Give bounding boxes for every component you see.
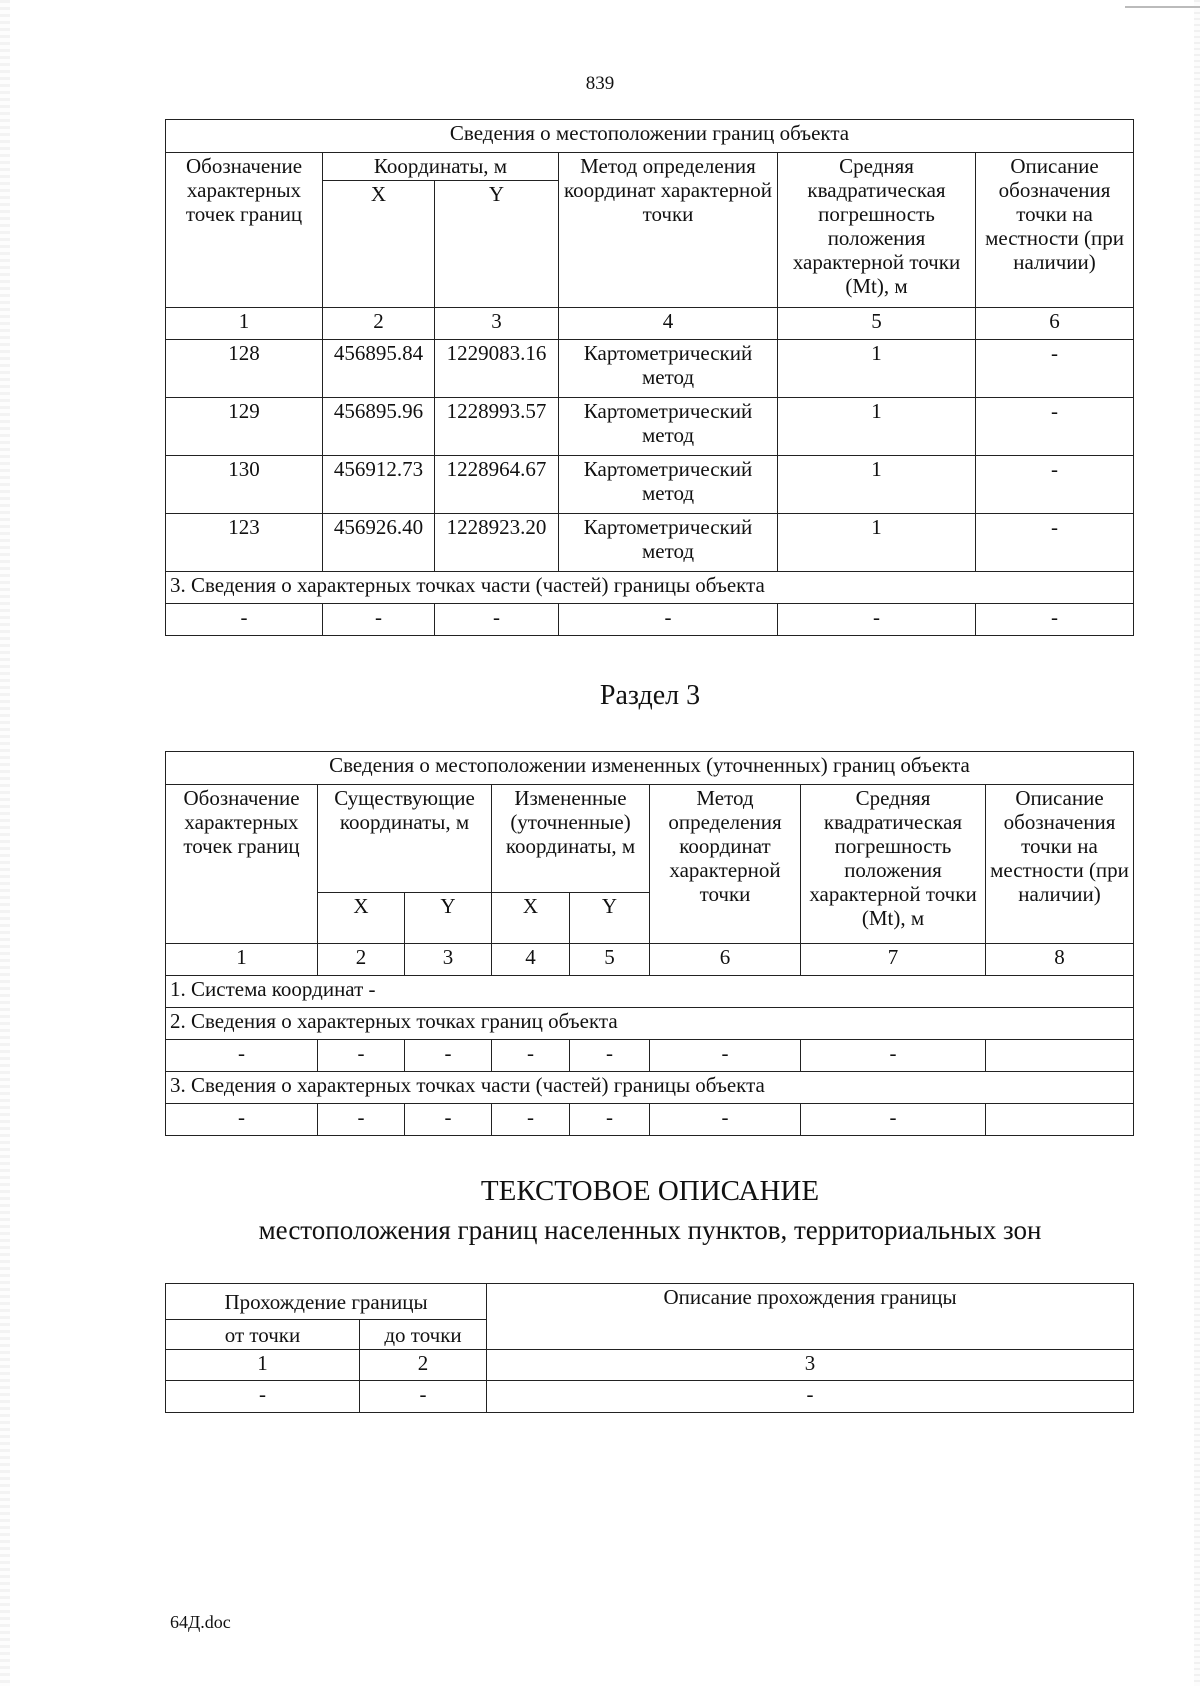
changed-boundaries-table (165, 751, 1134, 1136)
cell-empty (986, 1104, 1134, 1136)
header-y: Y (435, 181, 559, 308)
header-point: Обозначение характерных точек границ (166, 153, 323, 308)
column-number: 3 (487, 1350, 1134, 1381)
header-changed-coords: Измененные (уточненные) координаты, м (492, 785, 650, 893)
column-number: 4 (559, 308, 778, 340)
column-number: 2 (360, 1350, 487, 1381)
cell-point: 123 (166, 514, 323, 572)
parts-heading: 3. Сведения о характерных точках части (частей) границы объекта (166, 1072, 1134, 1104)
table-row (166, 1381, 1134, 1413)
header-method: Метод определения координат характерной точки (559, 153, 778, 308)
parts-heading: 3. Сведения о характерных точках части (частей) границы объекта (166, 572, 1134, 604)
cell-dash: - (166, 1381, 360, 1413)
column-number: 6 (976, 308, 1134, 340)
scan-top-line (1125, 6, 1200, 8)
footer-file-name: 64Д.doc (170, 1612, 231, 1632)
cell-dash: - (778, 604, 976, 636)
cell-description: - (976, 514, 1134, 572)
header-x: X (492, 893, 570, 944)
scan-left-edge (0, 0, 10, 1686)
column-number: 1 (166, 944, 318, 976)
cell-y: 1228993.57 (435, 398, 559, 456)
header-passage: Прохождение границы (166, 1284, 487, 1320)
cell-x: 456912.73 (323, 456, 435, 514)
column-number: 6 (650, 944, 801, 976)
cell-dash: - (976, 604, 1134, 636)
cell-dash: - (492, 1104, 570, 1136)
cell-description: - (976, 456, 1134, 514)
cell-dash: - (435, 604, 559, 636)
table-row (166, 1040, 1134, 1072)
table-row (166, 456, 1134, 514)
header-error: Средняя квадратическая погрешность положения характерной точки (Mt), м (778, 153, 976, 308)
cell-dash: - (318, 1104, 405, 1136)
cell-dash: - (318, 1040, 405, 1072)
cell-empty (986, 1040, 1134, 1072)
cell-x: 456895.96 (323, 398, 435, 456)
scan-right-edge (1194, 0, 1200, 1686)
cell-error: 1 (778, 340, 976, 398)
table-row (166, 604, 1134, 636)
cell-dash: - (650, 1040, 801, 1072)
table-row (166, 514, 1134, 572)
header-description: Описание обозначения точки на местности (при наличии) (976, 153, 1134, 308)
header-passage-description: Описание прохождения границы (487, 1284, 1134, 1350)
section-title: Раздел 3 (599, 680, 701, 711)
cell-x: 456895.84 (323, 340, 435, 398)
cell-x: 456926.40 (323, 514, 435, 572)
column-number: 5 (778, 308, 976, 340)
cell-y: 1228964.67 (435, 456, 559, 514)
table-row (166, 1104, 1134, 1136)
cell-method: Картометрический метод (559, 456, 778, 514)
cell-dash: - (166, 604, 323, 636)
header-x: X (323, 181, 435, 308)
header-error: Средняя квадратическая погрешность положения характерной точки (Mt), м (801, 785, 986, 944)
cell-dash: - (405, 1104, 492, 1136)
cell-method: Картометрический метод (559, 398, 778, 456)
header-point: Обозначение характерных точек границ (166, 785, 318, 944)
column-number: 1 (166, 1350, 360, 1381)
cell-dash: - (166, 1104, 318, 1136)
header-y: Y (405, 893, 492, 944)
header-from-point: от точки (166, 1320, 360, 1350)
coordinate-system: 1. Система координат - (166, 976, 1134, 1008)
column-number: 2 (323, 308, 435, 340)
boundary-passage-table (165, 1283, 1134, 1413)
cell-y: 1228923.20 (435, 514, 559, 572)
header-y: Y (570, 893, 650, 944)
cell-dash: - (166, 1040, 318, 1072)
cell-description: - (976, 340, 1134, 398)
cell-dash: - (801, 1104, 986, 1136)
column-number: 8 (986, 944, 1134, 976)
column-number: 7 (801, 944, 986, 976)
cell-dash: - (650, 1104, 801, 1136)
text-description-title: ТЕКСТОВОЕ ОПИСАНИЕ (480, 1175, 820, 1207)
header-method: Метод определения координат характерной точки (650, 785, 801, 944)
cell-dash: - (559, 604, 778, 636)
boundary-heading: 2. Сведения о характерных точках границ объекта (166, 1008, 1134, 1040)
column-number: 3 (405, 944, 492, 976)
boundary-location-table (165, 119, 1134, 636)
header-description: Описание обозначения точки на местности (при наличии) (986, 785, 1134, 944)
cell-dash: - (570, 1040, 650, 1072)
column-number: 4 (492, 944, 570, 976)
page-number: 839 (585, 73, 615, 94)
cell-dash: - (405, 1040, 492, 1072)
cell-dash: - (487, 1381, 1134, 1413)
cell-dash: - (492, 1040, 570, 1072)
header-coords: Координаты, м (323, 153, 559, 181)
cell-error: 1 (778, 514, 976, 572)
cell-point: 130 (166, 456, 323, 514)
cell-point: 128 (166, 340, 323, 398)
column-number: 2 (318, 944, 405, 976)
cell-point: 129 (166, 398, 323, 456)
cell-method: Картометрический метод (559, 514, 778, 572)
column-number: 1 (166, 308, 323, 340)
cell-dash: - (323, 604, 435, 636)
text-description-subtitle: местоположения границ населенных пунктов, территориальных зон (258, 1215, 1042, 1245)
header-x: X (318, 893, 405, 944)
table-caption: Сведения о местоположении границ объекта (166, 120, 1134, 153)
column-number: 5 (570, 944, 650, 976)
cell-error: 1 (778, 398, 976, 456)
cell-dash: - (801, 1040, 986, 1072)
cell-y: 1229083.16 (435, 340, 559, 398)
cell-dash: - (360, 1381, 487, 1413)
table-caption: Сведения о местоположении измененных (уточненных) границ объекта (166, 752, 1134, 785)
header-to-point: до точки (360, 1320, 487, 1350)
cell-method: Картометрический метод (559, 340, 778, 398)
cell-dash: - (570, 1104, 650, 1136)
cell-error: 1 (778, 456, 976, 514)
column-number: 3 (435, 308, 559, 340)
table-row (166, 340, 1134, 398)
table-row (166, 398, 1134, 456)
header-existing-coords: Существующие координаты, м (318, 785, 492, 893)
cell-description: - (976, 398, 1134, 456)
